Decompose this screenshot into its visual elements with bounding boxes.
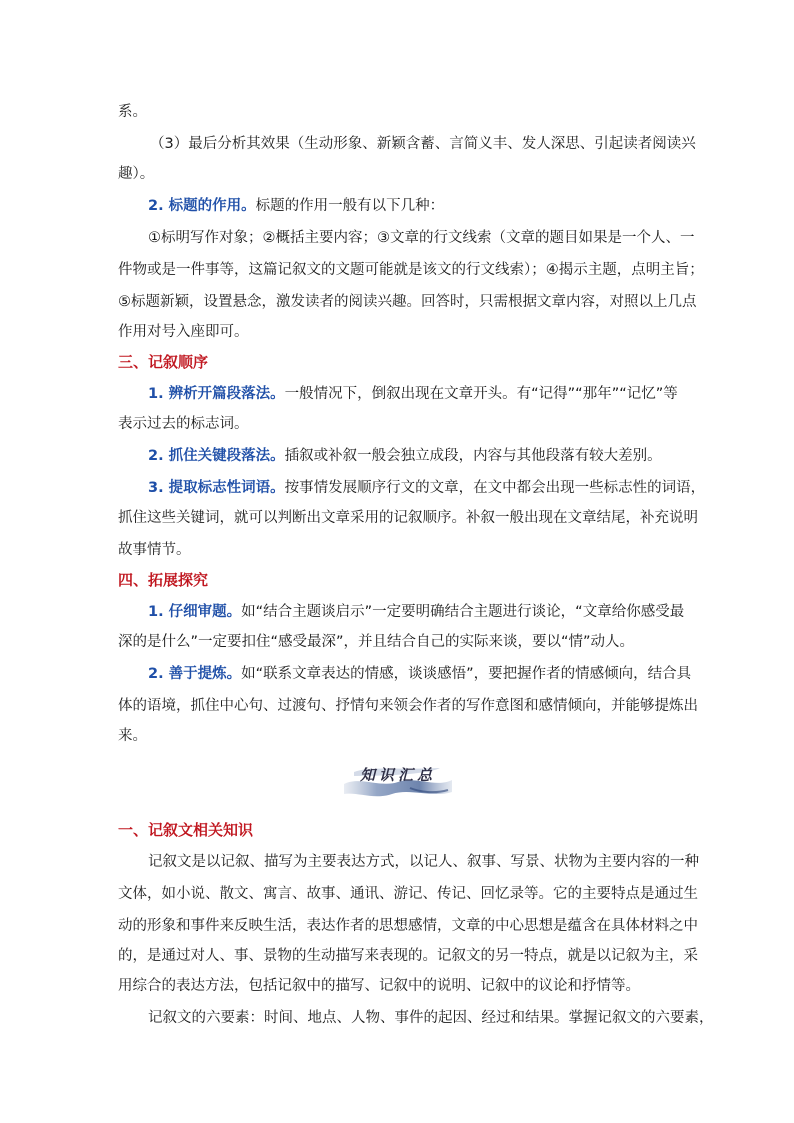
- knowledge-summary-banner: [340, 758, 456, 802]
- order-item-3-lead: 3. 提取标志性词语。: [148, 480, 285, 496]
- title-list-line-4: 作用对号入座即可。: [118, 324, 249, 340]
- inquiry-item-2-line-3: 来。: [118, 728, 147, 744]
- effect-line-1: （3）最后分析其效果（生动形象、新颖含蓄、言简义丰、发人深思、引起读者阅读兴: [150, 136, 696, 152]
- order-item-2-text: 插叙或补叙一般会独立成段，内容与其他段落有较大差别。: [284, 448, 662, 464]
- paragraph-continuation: 系。: [118, 104, 147, 120]
- inquiry-item-1: [148, 602, 684, 622]
- knowledge-line-2: 文体，如小说、散文、寓言、故事、通讯、游记、传记、回忆录等。它的主要特点是通过生: [118, 886, 698, 902]
- inquiry-item-1-line-2: 深的是什么”一定要扣住“感受最深”，并且结合自己的实际来谈，要以“情”动人。: [118, 634, 635, 650]
- knowledge-line-1: 记叙文是以记叙、描写为主要表达方式，以记人、叙事、写景、状物为主要内容的一种: [148, 854, 699, 870]
- order-item-3-line-2: 抓住这些关键词，就可以判断出文章采用的记叙顺序。补叙一般出现在文章结尾，补充说明: [118, 510, 698, 526]
- section-heading-extended-inquiry: 四、拓展探究: [118, 571, 209, 589]
- knowledge-line-3: 动的形象和事件来反映生活，表达作者的思想感情，文章的中心思想是蕴含在具体材料之中: [118, 918, 698, 934]
- title-list-line-1: ①标明写作对象；②概括主要内容；③文章的行文线索（文章的题目如果是一个人、一: [148, 230, 695, 246]
- title-function-lead: 2. 标题的作用。: [148, 198, 256, 214]
- order-item-2-lead: 2. 抓住关键段落法。: [148, 448, 285, 464]
- order-item-1-text: 一般情况下，倒叙出现在文章开头。有“记得”“那年”“记忆”等: [284, 386, 678, 402]
- order-item-3: [148, 478, 705, 498]
- order-item-2: [148, 446, 662, 466]
- knowledge-line-4: 的，是通过对人、事、景物的生动描写来表现的。记叙文的另一特点，就是以记叙为主，采: [118, 948, 698, 964]
- inquiry-item-1-text: 如“结合主题谈启示”一定要明确结合主题进行谈论，“文章给你感受最: [241, 604, 685, 620]
- inquiry-item-2-line-2: 体的语境，抓住中心句、过渡句、抒情句来领会作者的写作意图和感情倾向，并能够提炼出: [118, 698, 698, 714]
- order-item-3-text: 按事情发展顺序行文的文章，在文中都会出现一些标志性的词语，: [284, 480, 706, 496]
- section-heading-narrative-order: 三、记叙顺序: [118, 353, 209, 371]
- title-list-line-3: ⑤标题新颖，设置悬念，激发读者的阅读兴趣。回答时，只需根据文章内容，对照以上几点: [118, 294, 697, 310]
- title-list-line-2: 件物或是一件事等，这篇记叙文的文题可能就是该文的行文线索）；④揭示主题，点明主旨；: [118, 262, 704, 278]
- banner-label: 知识汇总: [359, 766, 436, 784]
- order-item-3-line-3: 故事情节。: [118, 542, 191, 558]
- effect-line-2: 趣）。: [118, 166, 155, 182]
- order-item-1-line-2: 表示过去的标志词。: [118, 416, 249, 432]
- title-function-text: 标题的作用一般有以下几种：: [255, 198, 445, 214]
- six-elements-line: 记叙文的六要素：时间、地点、人物、事件的起因、经过和结果。掌握记叙文的六要素，: [148, 1010, 714, 1026]
- inquiry-item-2-lead: 2. 善于提炼。: [148, 666, 242, 682]
- inquiry-item-2: [148, 664, 691, 684]
- order-item-1: [148, 384, 678, 404]
- inquiry-item-2-text: 如“联系文章表达的情感，谈谈感悟”，要把握作者的情感倾向，结合具: [241, 666, 692, 682]
- title-function-paragraph: [148, 196, 444, 216]
- inquiry-item-1-lead: 1. 仔细审题。: [148, 604, 242, 620]
- knowledge-line-5: 用综合的表达方法，包括记叙中的描写、记叙中的说明、记叙中的议论和抒情等。: [118, 978, 640, 994]
- section-heading-narrative-knowledge: 一、记叙文相关知识: [118, 821, 254, 839]
- order-item-1-lead: 1. 辨析开篇段落法。: [148, 386, 285, 402]
